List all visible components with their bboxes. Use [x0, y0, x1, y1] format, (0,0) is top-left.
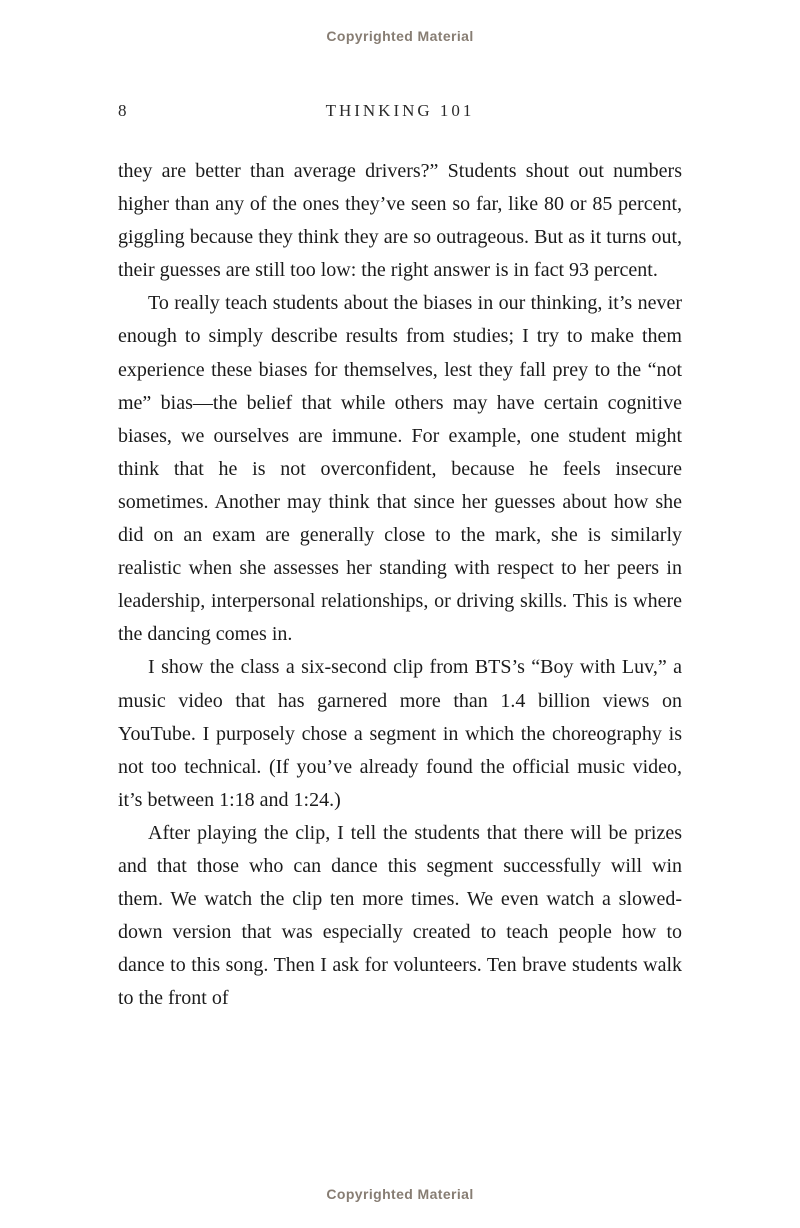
paragraph-1: they are better than average drivers?” Students shout out numbers higher than any of the ones they’ve seen so far, like 80 or 85 percent, giggling because they think they are so outrageous. But as it turns out, their guesses are still too low: the right answer is in fact 93 percent.	[118, 160, 682, 282]
paragraph-3: I show the class a six-second clip from BTS’s “Boy with Luv,” a music video that has garnered more than 1.4 billion views on YouTube. I purposely chose a segment in which the choreography is not too technical. (If you’ve already found the official music video, it’s between 1:18 and 1:24.)	[118, 656, 682, 811]
paragraph-2: To really teach students about the biases in our thinking, it’s never enough to simply describe results from studies; I try to make them experience these biases for themselves, lest they fall prey to the “not me” bias—the belief that while others may have certain cognitive biases, we ourselves are immune. For example, one student might think that he is not overconfident, because he feels insecure sometimes. Another may think that since her guesses about how she did on an exam are generally close to the mark, she is similarly realistic when she assesses her standing with respect to her peers in leadership, interpersonal relationships, or driving skills. This is where the dancing comes in.	[118, 292, 682, 646]
paragraph-4: After playing the clip, I tell the students that there will be prizes and that those who can dance this segment successfully will win them. We watch the clip ten more times. We even watch a slowed-down version that was especially created to teach people how to dance to this song. Then I ask for volunteers. Ten brave students walk to the front of	[118, 821, 682, 1010]
page-number: 8	[118, 101, 127, 120]
page-body	[118, 155, 682, 1015]
copyright-notice-top: Copyrighted Material	[326, 28, 474, 44]
copyright-notice-bottom: Copyrighted Material	[326, 1186, 474, 1202]
running-header	[0, 101, 800, 121]
running-head-title: THINKING 101	[325, 101, 475, 120]
